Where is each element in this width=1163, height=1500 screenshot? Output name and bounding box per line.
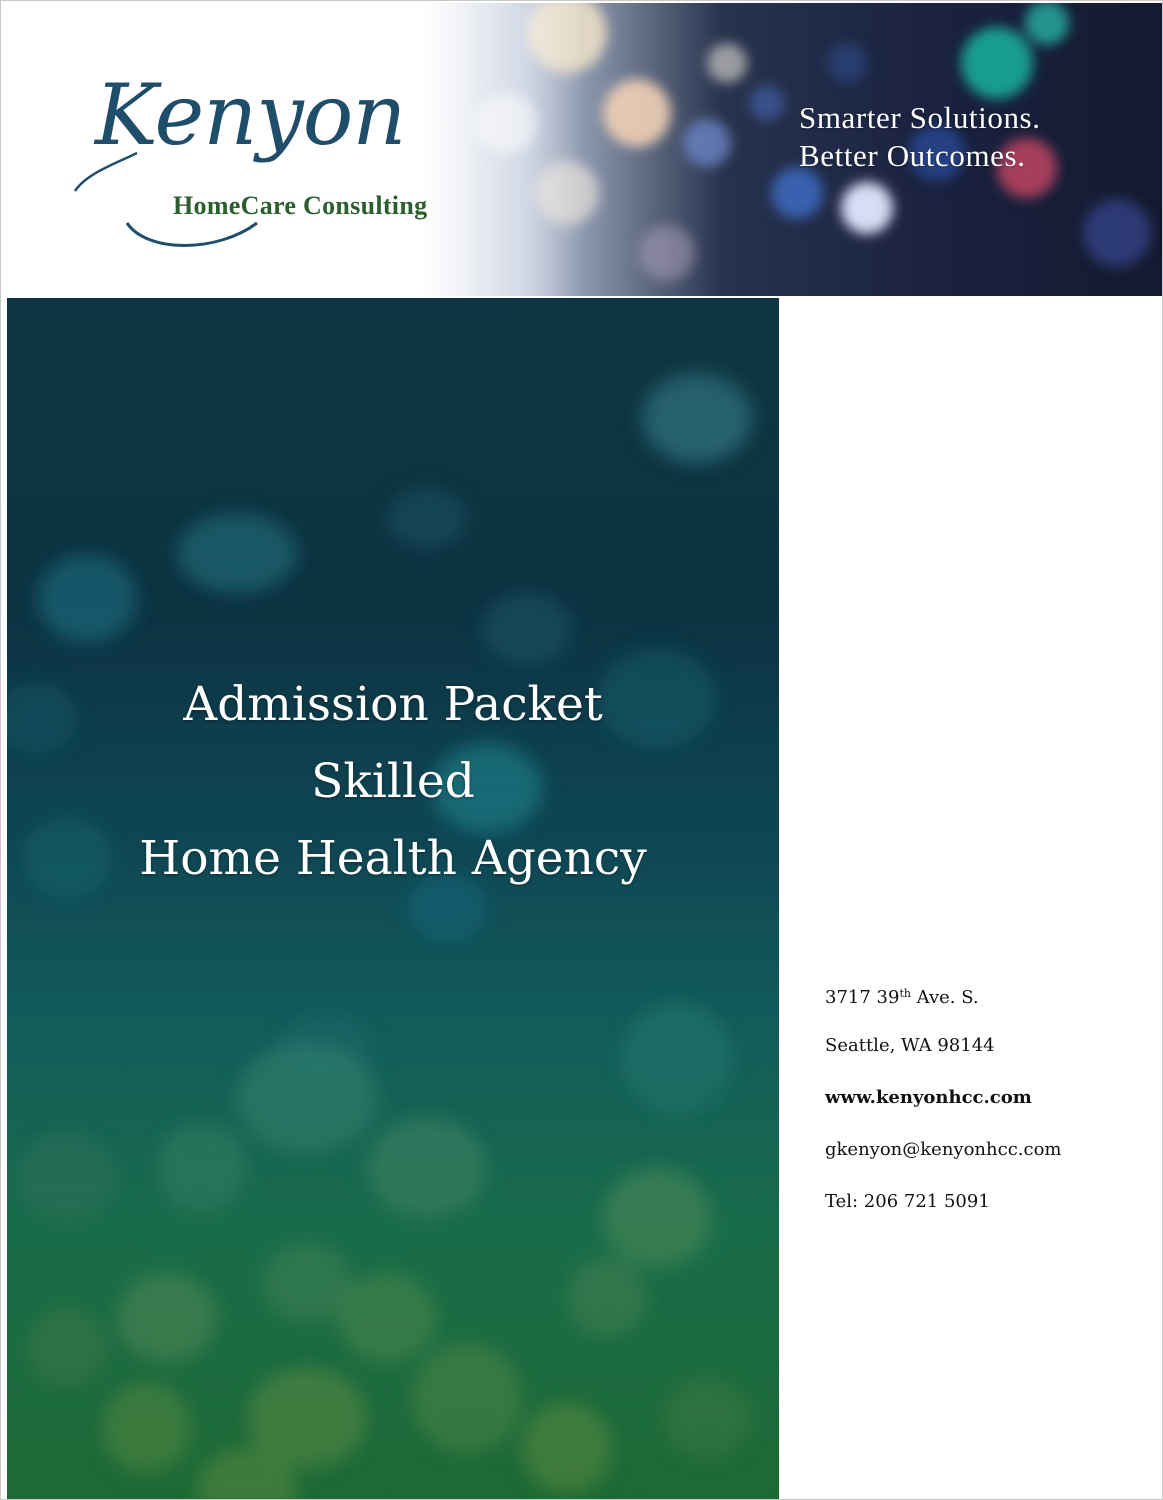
contact-block — [825, 979, 1062, 1239]
logo-subtitle: HomeCare Consulting — [173, 191, 428, 220]
logo-wordmark: Kenyon — [95, 66, 406, 164]
tagline-line-2: Better Outcomes. — [799, 138, 1026, 173]
cover-title-line-1: Admission Packet — [183, 677, 603, 732]
street-rest: Ave. S. — [910, 987, 979, 1008]
kenyon-logo — [67, 66, 487, 263]
contact-street-address — [825, 979, 1062, 1031]
header-banner — [7, 3, 1162, 296]
contact-phone: Tel: 206 721 5091 — [825, 1191, 990, 1212]
cover-title-line-3: Home Health Agency — [139, 831, 647, 886]
cover-image-panel — [7, 298, 779, 1500]
street-ordinal-suffix: th — [899, 987, 911, 1000]
contact-website-link[interactable]: www.kenyonhcc.com — [825, 1087, 1032, 1108]
contact-city-state-zip: Seattle, WA 98144 — [825, 1035, 995, 1056]
street-number: 3717 39 — [825, 987, 900, 1008]
cover-title — [7, 666, 779, 897]
contact-email-link[interactable]: gkenyon@kenyonhcc.com — [825, 1139, 1062, 1160]
tagline-line-1: Smarter Solutions. — [799, 100, 1041, 135]
cover-bokeh-photo — [7, 298, 779, 1500]
cover-title-line-2: Skilled — [311, 754, 475, 809]
tagline — [799, 99, 1041, 175]
